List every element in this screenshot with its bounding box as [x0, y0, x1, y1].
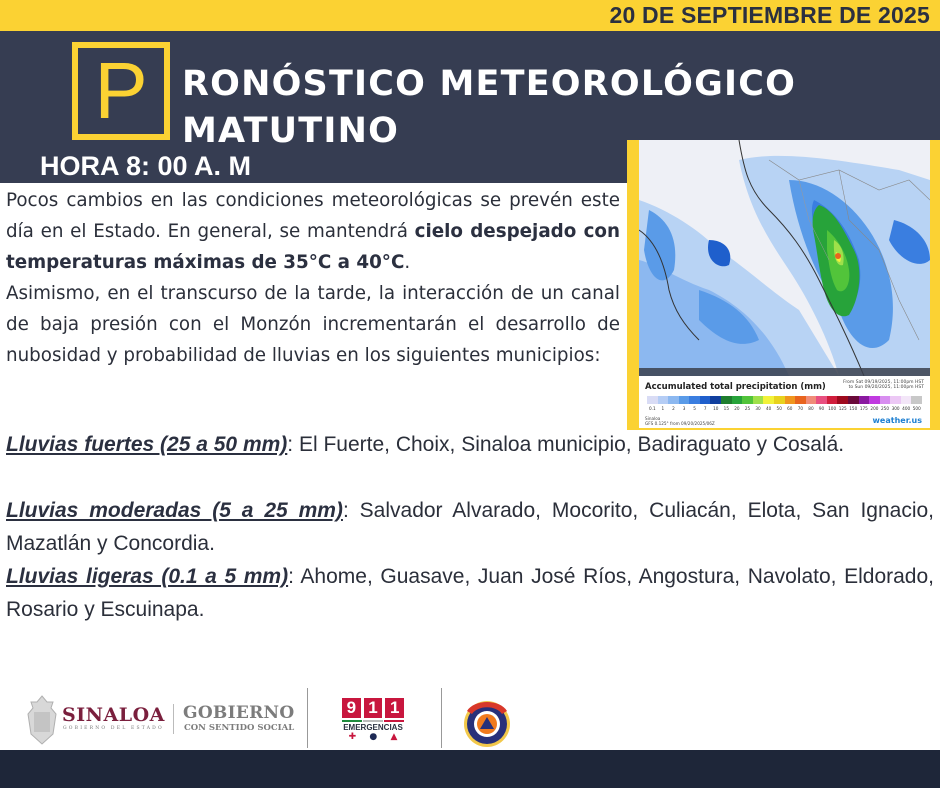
logo-divider: [173, 704, 174, 734]
sinaloa-coat-of-arms-icon: [25, 694, 59, 746]
legend-tick: 90: [818, 406, 825, 411]
legend-tick: 7: [703, 406, 707, 411]
logo-divider: [441, 688, 442, 748]
legend-swatch: [753, 396, 764, 404]
legend-swatch: [901, 396, 912, 404]
summary-intro: Pocos cambios en las condiciones meteorológicas se prevén este día en el Estado. En general, se mantendrá: [6, 190, 620, 242]
rain-category-moderate: [6, 494, 934, 560]
legend-swatch: [647, 396, 658, 404]
report-date: 20 DE SEPTIEMBRE DE 2025: [609, 2, 930, 28]
legend-tick: 125: [838, 406, 847, 411]
police-cap-icon: ●: [369, 732, 378, 742]
legend-swatch: [700, 396, 711, 404]
gobierno-logo-text: GOBIERNO: [183, 703, 295, 723]
legend-swatch: [658, 396, 669, 404]
legend-tick: 300: [891, 406, 900, 411]
summary-rain-outlook: Asimismo, en el transcurso de la tarde, la interacción de un canal de baja presión con el Monzón incrementarán el desarrollo de nubosidad y probabilidad de lluvias en los siguientes municipios:: [6, 283, 620, 366]
legend-swatch: [774, 396, 785, 404]
gobierno-logo-subtitle: CON SENTIDO SOCIAL: [184, 723, 295, 733]
emergencias-911-logo: 9 1 1 EMERGENCIAS ✚ ● ▲: [343, 698, 403, 742]
legend-swatch: [911, 396, 922, 404]
legend-swatch: [721, 396, 732, 404]
legend-tick: 500: [912, 406, 921, 411]
legend-swatch: [859, 396, 870, 404]
rain-moderate-label: Lluvias moderadas (5 a 25 mm): [6, 499, 343, 522]
legend-swatch: [890, 396, 901, 404]
legend-swatch: [732, 396, 743, 404]
legend-tick: 40: [765, 406, 772, 411]
legend-swatch: [710, 396, 721, 404]
legend-swatch: [827, 396, 838, 404]
legend-tick: 250: [881, 406, 889, 411]
rain-moderate-municipios: : Salvador Alvarado, Mocorito, Culiacán, Elota, San Ignacio, Mazatlán y Concordia.: [6, 499, 934, 555]
legend-tick: 25: [744, 406, 751, 411]
legend-tick: 175: [859, 406, 868, 411]
proteccion-civil-badge-icon: [462, 696, 512, 748]
rain-light-municipios: : Ahome, Guasave, Juan José Ríos, Angostura, Navolato, Eldorado, Rosario y Escuinapa.: [6, 565, 935, 621]
medical-cross-icon: ✚: [348, 732, 357, 742]
legend-tick: 60: [787, 406, 793, 411]
legend-swatch: [689, 396, 700, 404]
legend-tick: 3: [682, 406, 686, 411]
legend-swatch: [742, 396, 753, 404]
institutional-logos: [0, 688, 940, 750]
sinaloa-logo-text: SINALOA: [62, 704, 165, 726]
rain-light-label: Lluvias ligeras (0.1 a 5 mm): [6, 565, 289, 588]
legend-tick: 70: [797, 406, 804, 411]
precipitation-map-frame: [627, 140, 940, 430]
precipitation-map: [639, 140, 930, 428]
legend-tick: 0.1: [648, 406, 656, 411]
page-title-line1: RONÓSTICO METEOROLÓGICO: [182, 64, 797, 104]
legend-swatch: [816, 396, 827, 404]
precipitation-map-image: [639, 140, 930, 376]
legend-swatch: [785, 396, 796, 404]
footer-bar: [0, 750, 940, 788]
rain-category-heavy: [6, 428, 934, 461]
legend-scale-ticks: [647, 406, 922, 411]
legend-swatch: [679, 396, 690, 404]
title-initial-box: [72, 42, 170, 140]
legend-tick: 200: [870, 406, 879, 411]
legend-swatch: [869, 396, 880, 404]
summary-temperature: cielo despejado con temperaturas máximas de 35°C a 40°C: [6, 221, 620, 273]
legend-color-scale: [647, 396, 922, 404]
legend-swatch: [837, 396, 848, 404]
legend-tick: 80: [808, 406, 814, 411]
rain-heavy-municipios: : El Fuerte, Choix, Sinaloa municipio, Badiraguato y Cosalá.: [287, 433, 845, 456]
legend-time-range: From Sat 09/19/2025, 11:00pm HST to Sun 09/20/2025, 11:00pm HST: [843, 380, 924, 391]
legend-swatch: [880, 396, 891, 404]
legend-tick: 20: [734, 406, 740, 411]
legend-tick: 10: [713, 406, 719, 411]
legend-tick: 1: [661, 406, 665, 411]
legend-tick: 2: [672, 406, 675, 411]
legend-tick: 30: [755, 406, 761, 411]
legend-source: Sinaloa GFS 0.125° from 09/20/2025/06Z: [645, 416, 715, 427]
legend-title: Accumulated total precipitation (mm): [645, 382, 826, 392]
sinaloa-logo-subtitle: GOBIERNO DEL ESTADO: [63, 726, 164, 731]
title-initial: P: [94, 46, 148, 135]
legend-tick: 100: [828, 406, 837, 411]
weather-us-logo: weather.us: [872, 416, 922, 425]
legend-tick: 400: [902, 406, 911, 411]
rain-category-light: [6, 560, 934, 626]
page-title-line2: MATUTINO: [182, 111, 400, 151]
legend-tick: 50: [776, 406, 782, 411]
legend-tick: 5: [693, 406, 696, 411]
rain-heavy-label: Lluvias fuertes (25 a 50 mm): [6, 433, 288, 456]
legend-swatch: [806, 396, 817, 404]
forecast-summary: Pocos cambios en las condiciones meteorológicas se prevén este día en el Estado. En general, se mantendrá cielo despejado con temperaturas máximas de 35°C a 40°C. Asimismo, en el transcurso de la tarde, la interacción de un canal de baja presión con el Monzón incrementarán el desarrollo de nubosidad y probabilidad de lluvias en los siguientes municipios:: [6, 190, 620, 366]
logo-divider: [307, 688, 308, 748]
report-time: HORA 8: 00 A. M: [40, 151, 252, 181]
top-date-bar: [0, 0, 940, 31]
legend-swatch: [795, 396, 806, 404]
legend-tick: 15: [723, 406, 729, 411]
legend-tick: 150: [849, 406, 858, 411]
legend-swatch: [763, 396, 774, 404]
legend-swatch: [848, 396, 859, 404]
fire-icon: ▲: [390, 732, 398, 742]
precipitation-legend: [639, 376, 930, 428]
legend-swatch: [668, 396, 679, 404]
